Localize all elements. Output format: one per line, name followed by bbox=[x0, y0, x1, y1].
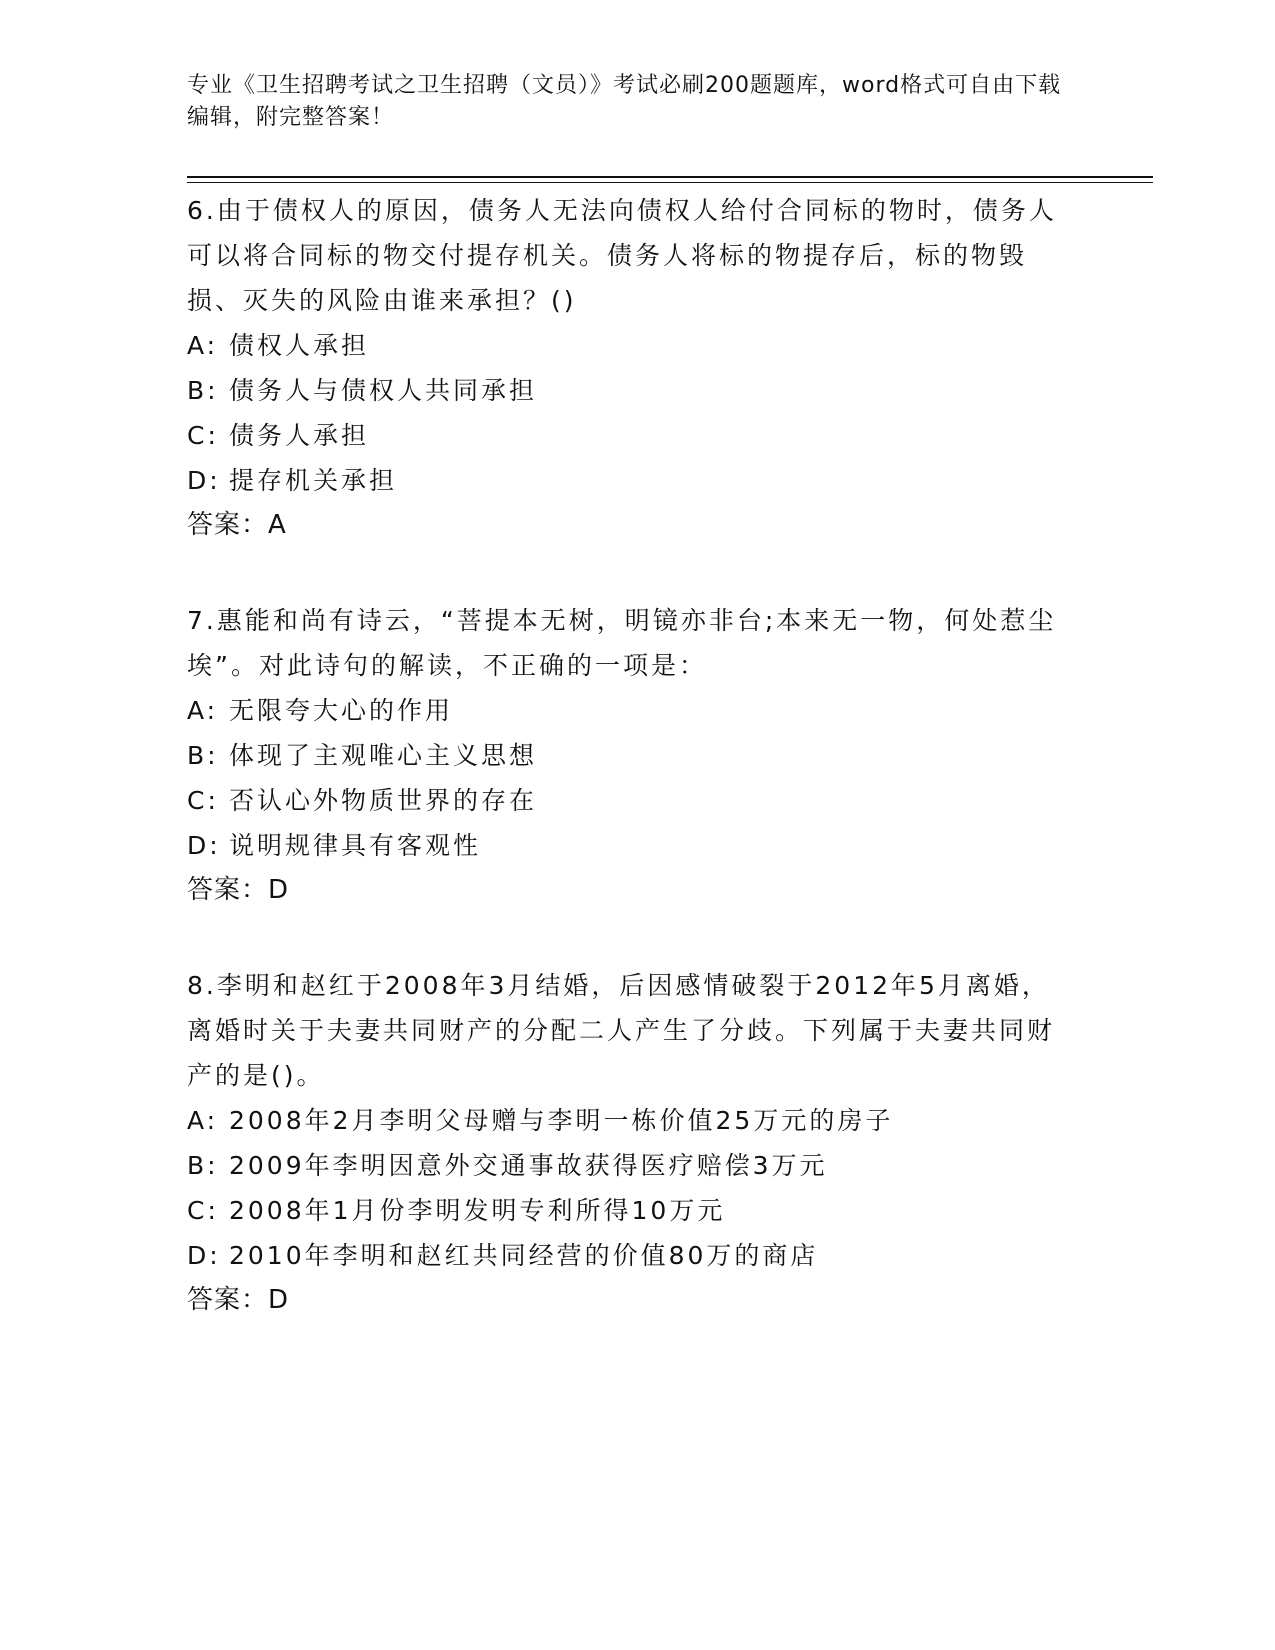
question-6 bbox=[187, 188, 1077, 548]
answer-line: 答案：D bbox=[187, 875, 290, 905]
option-d bbox=[187, 823, 1077, 868]
question-stem bbox=[187, 963, 1077, 1098]
option-a bbox=[187, 323, 1077, 368]
option-letter: B: bbox=[187, 1151, 219, 1180]
answer-line: 答案：A bbox=[187, 510, 287, 540]
option-text: 体现了主观唯心主义思想 bbox=[229, 741, 538, 770]
question-number: 6. bbox=[187, 196, 217, 225]
option-letter: C: bbox=[187, 786, 219, 815]
option-text: 债权人承担 bbox=[229, 331, 370, 360]
header-divider-thick bbox=[187, 176, 1153, 178]
option-c bbox=[187, 1188, 1077, 1233]
option-b bbox=[187, 368, 1077, 413]
question-number: 8. bbox=[187, 971, 217, 1000]
option-text: 2009年李明因意外交通事故获得医疗赔偿3万元 bbox=[229, 1151, 828, 1180]
option-text: 债务人承担 bbox=[229, 421, 370, 450]
option-text: 说明规律具有客观性 bbox=[229, 831, 482, 860]
question-8 bbox=[187, 963, 1077, 1323]
option-text: 否认心外物质世界的存在 bbox=[229, 786, 538, 815]
option-b bbox=[187, 733, 1077, 778]
question-7 bbox=[187, 598, 1077, 913]
option-d bbox=[187, 1233, 1077, 1278]
option-text: 债务人与债权人共同承担 bbox=[229, 376, 538, 405]
document-header: 专业《卫生招聘考试之卫生招聘（文员）》考试必刷200题题库，word格式可自由下载编辑，附完整答案！ bbox=[187, 73, 1062, 130]
answer-line: 答案：D bbox=[187, 1285, 290, 1315]
option-letter: D: bbox=[187, 466, 221, 495]
header-divider-thin bbox=[187, 182, 1153, 183]
option-letter: A: bbox=[187, 331, 219, 360]
question-text: 惠能和尚有诗云，“菩提本无树，明镜亦非台;本来无一物，何处惹尘埃”。对此诗句的解读，不正确的一项是： bbox=[187, 606, 1057, 680]
option-b bbox=[187, 1143, 1077, 1188]
option-letter: B: bbox=[187, 741, 219, 770]
question-stem bbox=[187, 188, 1077, 323]
option-letter: A: bbox=[187, 696, 219, 725]
option-text: 2008年2月李明父母赠与李明一栋价值25万元的房子 bbox=[229, 1106, 894, 1135]
option-text: 2010年李明和赵红共同经营的价值80万的商店 bbox=[229, 1241, 819, 1270]
question-stem bbox=[187, 598, 1077, 688]
question-number: 7. bbox=[187, 606, 217, 635]
option-letter: A: bbox=[187, 1106, 219, 1135]
option-c bbox=[187, 413, 1077, 458]
option-letter: D: bbox=[187, 1241, 221, 1270]
option-d bbox=[187, 458, 1077, 503]
question-text: 由于债权人的原因，债务人无法向债权人给付合同标的物时，债务人可以将合同标的物交付提存机关。债务人将标的物提存后，标的物毁损、灭失的风险由谁来承担？() bbox=[187, 196, 1057, 315]
option-c bbox=[187, 778, 1077, 823]
option-a bbox=[187, 688, 1077, 733]
option-text: 提存机关承担 bbox=[229, 466, 398, 495]
option-letter: C: bbox=[187, 421, 219, 450]
question-text: 李明和赵红于2008年3月结婚，后因感情破裂于2012年5月离婚，离婚时关于夫妻共同财产的分配二人产生了分歧。下列属于夫妻共同财产的是()。 bbox=[187, 971, 1056, 1090]
option-text: 无限夸大心的作用 bbox=[229, 696, 454, 725]
option-letter: B: bbox=[187, 376, 219, 405]
option-letter: C: bbox=[187, 1196, 219, 1225]
option-text: 2008年1月份李明发明专利所得10万元 bbox=[229, 1196, 726, 1225]
option-a bbox=[187, 1098, 1077, 1143]
option-letter: D: bbox=[187, 831, 221, 860]
